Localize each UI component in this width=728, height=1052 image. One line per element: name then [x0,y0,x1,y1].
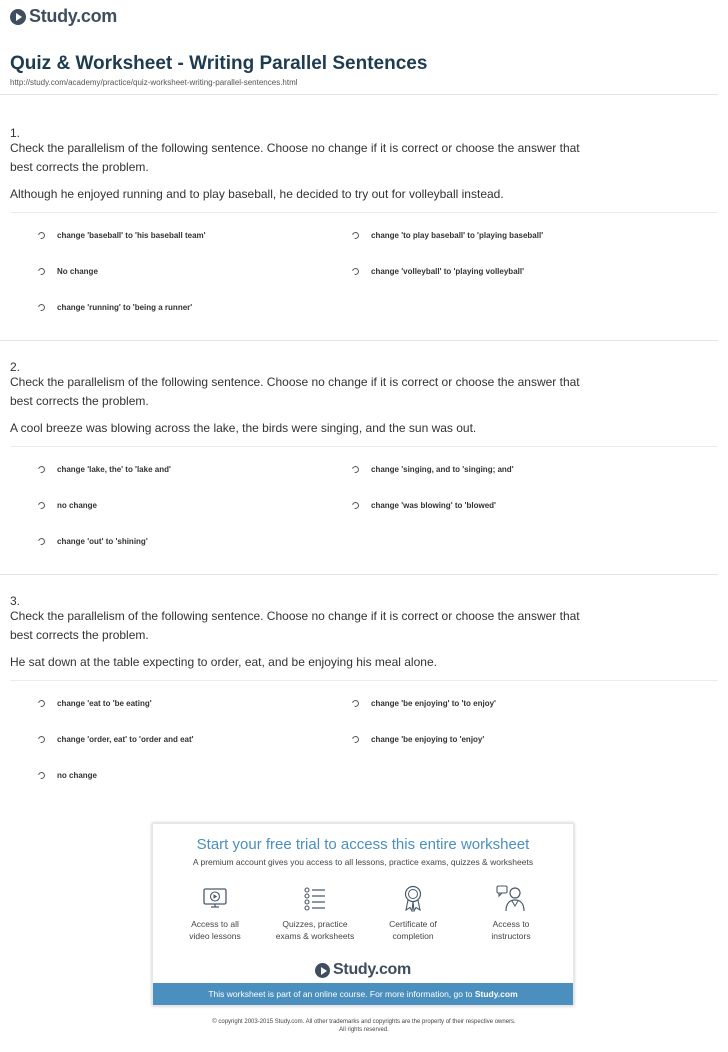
question-prompt: Check the parallelism of the following sentence. Choose no change if it is correct or choose the answer that best corrects the problem. [10,609,580,642]
list-icon [301,884,329,912]
instructors-icon [496,884,526,912]
logo-text: Study.com [29,6,117,26]
choice-3a[interactable]: change 'eat to 'be eating' [38,699,152,708]
choice-1d[interactable]: change 'volleyball' to 'playing volleyball' [352,267,524,276]
choice-1a[interactable]: change 'baseball' to 'his baseball team' [38,231,206,240]
question-number: 2. [10,360,21,374]
radio-icon[interactable] [37,771,47,781]
question-number: 1. [10,126,21,140]
choice-2d[interactable]: change 'was blowing' to 'blowed' [352,501,496,510]
choice-3d[interactable]: change 'be enjoying to 'enjoy' [352,735,484,744]
radio-icon[interactable] [37,267,47,277]
choice-2b[interactable]: change 'singing, and to 'singing; and' [352,465,514,474]
choice-2c[interactable]: no change [38,501,97,510]
promo-logo[interactable]: Study.com [153,961,573,979]
choice-2a[interactable]: change 'lake, the' to 'lake and' [38,465,171,474]
certificate-icon [399,884,427,912]
promo-footer-bar: This worksheet is part of an online course. For more information, go to Study.com [153,983,573,1005]
feature-instructors: Access to instructors [461,884,561,942]
question-sentence: A cool breeze was blowing across the lake, the birds were singing, and the sun was out. [10,421,477,435]
question-divider [10,680,718,681]
question-divider [10,446,718,447]
play-icon [10,9,26,25]
radio-icon[interactable] [351,267,361,277]
feature-certificate: Certificate of completion [363,884,463,942]
radio-icon[interactable] [37,303,47,313]
section-divider [0,574,718,575]
header-divider [0,94,718,95]
choice-3b[interactable]: change 'be enjoying' to 'to enjoy' [352,699,496,708]
choice-3c[interactable]: change 'order, eat' to 'order and eat' [38,735,194,744]
question-sentence: He sat down at the table expecting to order, eat, and be enjoying his meal alone. [10,655,437,669]
choice-1c[interactable]: No change [38,267,98,276]
promo-heading[interactable]: Start your free trial to access this entire worksheet [196,836,530,853]
choice-3e[interactable]: no change [38,771,97,780]
radio-icon[interactable] [37,699,47,709]
radio-icon[interactable] [37,537,47,547]
choice-2e[interactable]: change 'out' to 'shining' [38,537,148,546]
radio-icon[interactable] [37,231,47,241]
feature-quizzes: Quizzes, practice exams & worksheets [265,884,365,942]
video-icon [201,884,229,912]
question-sentence: Although he enjoyed running and to play baseball, he decided to try out for volleyball instead. [10,187,504,201]
question-prompt: Check the parallelism of the following sentence. Choose no change if it is correct or choose the answer that best corrects the problem. [10,141,580,174]
choice-1b[interactable]: change 'to play baseball' to 'playing baseball' [352,231,543,240]
section-divider [0,340,718,341]
study-logo[interactable] [10,6,117,27]
promo-subheading: A premium account gives you access to all lessons, practice exams, quizzes & worksheets [192,857,534,867]
page-url[interactable]: http://study.com/academy/practice/quiz-worksheet-writing-parallel-sentences.html [10,78,298,87]
copyright: © copyright 2003-2015 Study.com. All other trademarks and copyrights are the property of their respective owners. All rights reserved. [212,1019,516,1033]
radio-icon[interactable] [37,735,47,745]
study-link[interactable]: Study.com [474,989,518,999]
play-icon [315,963,330,978]
radio-icon[interactable] [37,465,47,475]
radio-icon[interactable] [351,465,361,475]
radio-icon[interactable] [351,231,361,241]
radio-icon[interactable] [351,699,361,709]
choice-1e[interactable]: change 'running' to 'being a runner' [38,303,192,312]
feature-video-lessons: Access to all video lessons [165,884,265,942]
page-title: Quiz & Worksheet - Writing Parallel Sentences [10,53,428,74]
radio-icon[interactable] [351,735,361,745]
radio-icon[interactable] [351,501,361,511]
radio-icon[interactable] [37,501,47,511]
question-prompt: Check the parallelism of the following sentence. Choose no change if it is correct or choose the answer that best corrects the problem. [10,375,580,408]
free-trial-promo [152,823,574,1006]
question-divider [10,212,718,213]
question-number: 3. [10,594,21,608]
